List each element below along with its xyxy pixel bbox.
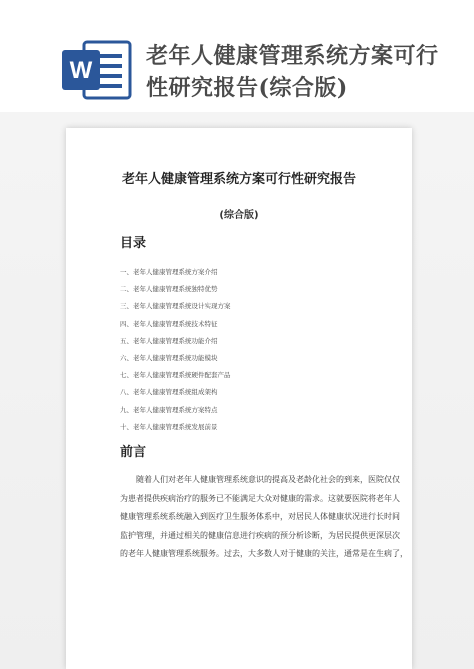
preface-line: 为患者提供疾病治疗的服务已不能满足大众对健康的需求。这就要医院将老年人 — [120, 493, 400, 503]
page-title — [146, 40, 446, 104]
preface-body — [120, 471, 408, 564]
document-title: 老年人健康管理系统方案可行性研究报告 — [121, 172, 356, 187]
page-title-line-1: 老年人健康管理系统方案可行 — [146, 43, 439, 69]
preface-line: 监护管理，并通过相关的健康信息进行疾病的预分析诊断，为居民提供更深层次 — [120, 530, 400, 540]
document-subtitle: (综合版) — [219, 210, 259, 221]
toc-item: 八、老年人健康管理系统组成架构 — [120, 388, 218, 397]
toc-item: 一、老年人健康管理系统方案介绍 — [120, 268, 218, 276]
word-document-icon — [62, 40, 132, 100]
toc-item: 十、老年人健康管理系统发展前景 — [120, 422, 218, 431]
toc-item: 五、老年人健康管理系统功能介绍 — [120, 336, 218, 345]
svg-text:W: W — [69, 57, 93, 84]
toc-item: 三、老年人健康管理系统设计实现方案 — [120, 302, 231, 311]
toc-heading: 目录 — [120, 236, 147, 251]
document-page — [66, 128, 412, 669]
toc-list — [120, 264, 380, 436]
toc-item: 二、老年人健康管理系统独特优势 — [120, 285, 218, 294]
toc-item: 四、老年人健康管理系统技术特征 — [120, 319, 218, 328]
toc-item: 九、老年人健康管理系统方案特点 — [120, 405, 218, 414]
page-title-line-2: 性研究报告(综合版) — [146, 75, 348, 101]
preface-line: 健康管理系统系统融入到医疗卫生服务体系中，对居民人体健康状况进行长时间 — [120, 512, 400, 522]
preface-line: 的老年人健康管理系统服务。过去，大多数人对于健康的关注，通常是在生病了， — [120, 549, 408, 559]
toc-item: 七、老年人健康管理系统硬件配套产品 — [120, 371, 231, 380]
preface-heading: 前言 — [120, 445, 147, 460]
preface-line: 随着人们对老年人健康管理系统意识的提高及老龄化社会的到来，医院仅仅 — [120, 475, 400, 484]
document-preview-header — [0, 0, 474, 130]
toc-item: 六、老年人健康管理系统功能模块 — [120, 353, 218, 362]
